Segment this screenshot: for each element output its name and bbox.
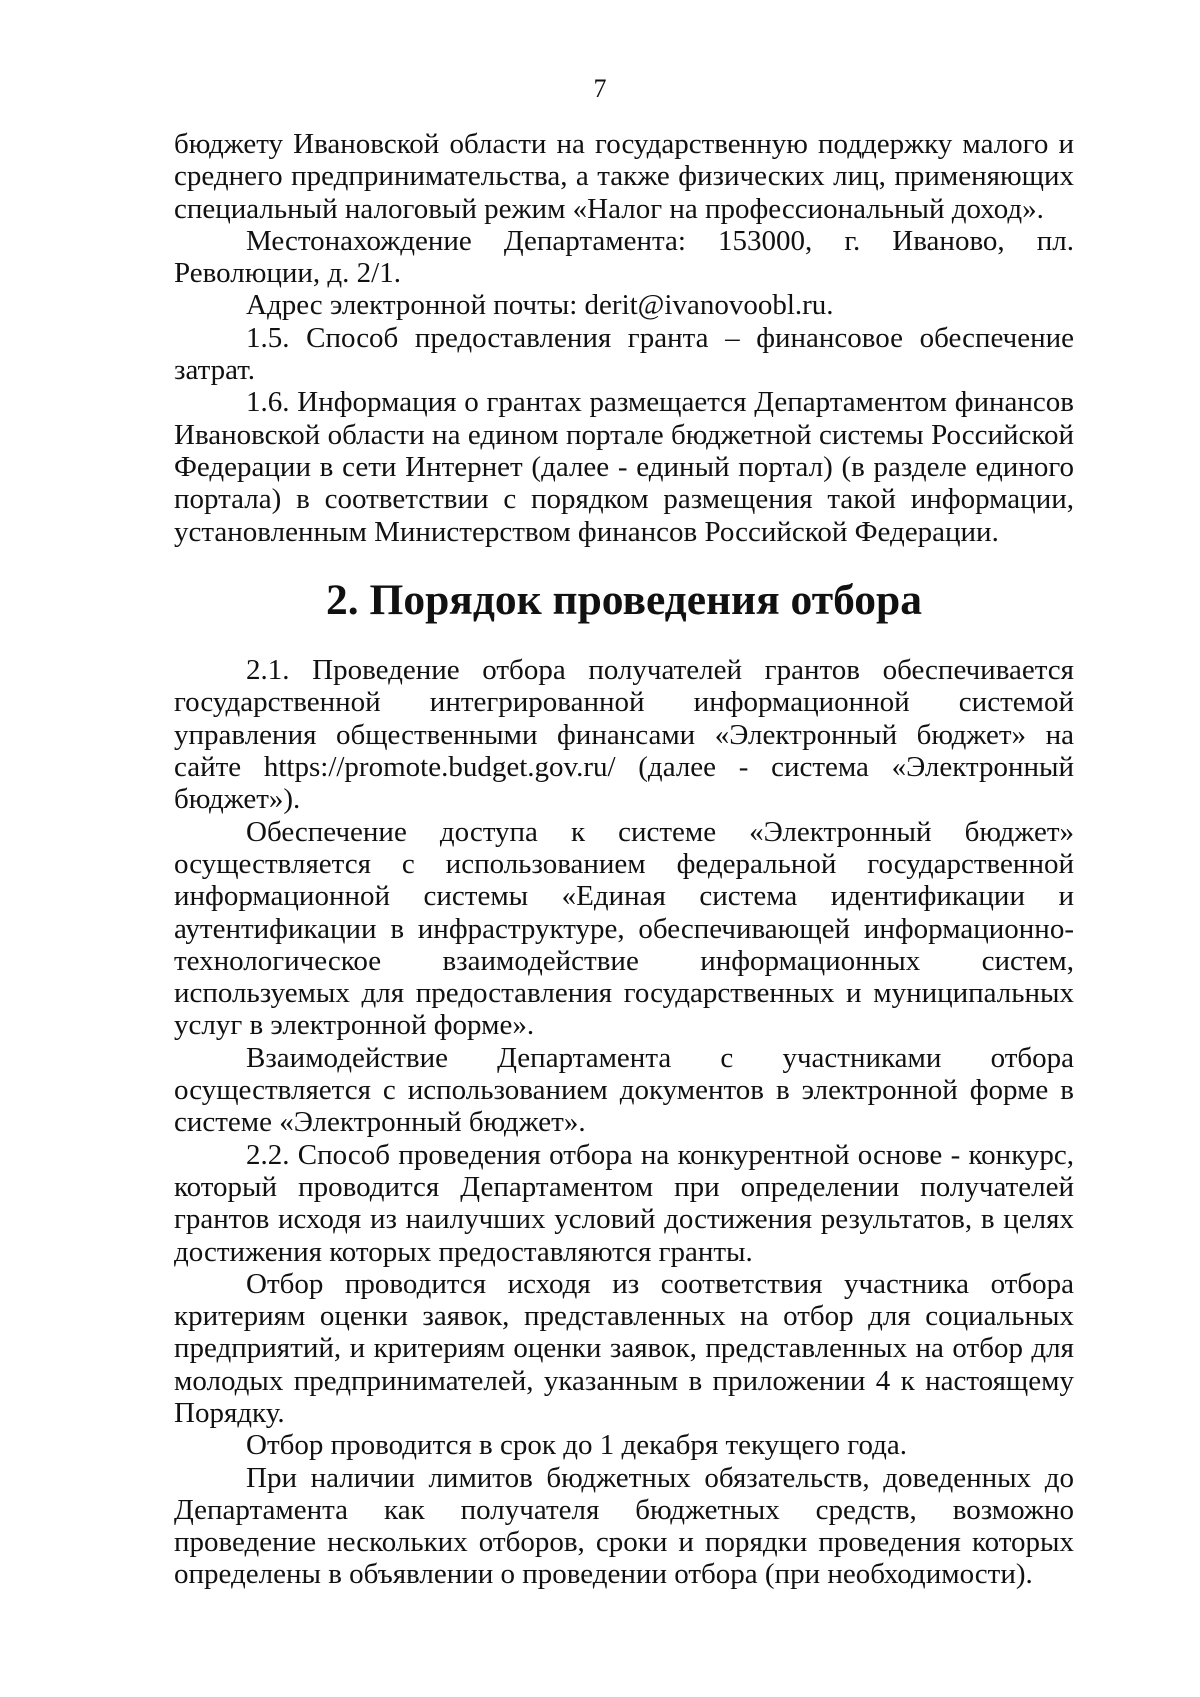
paragraph-criteria: Отбор проводится исходя из соответствия участника отбора критериям оценки заявок, представленных на отбор для социальных предприятий, и критериям оценки заявок, представленных на отбор для молодых предпринимателей, указанным в приложении 4 к настоящему Порядку. — [174, 1267, 1074, 1429]
paragraph-multiple-selections: При наличии лимитов бюджетных обязательств, доведенных до Департамента как получателя бюджетных средств, возможно проведение нескольких отборов, сроки и порядки проведения которых определены в объявлении о проведении отбора (при необходимости). — [174, 1461, 1074, 1591]
section-heading: 2. Порядок проведения отбора — [326, 575, 922, 624]
paragraph-2-2: 2.2. Способ проведения отбора на конкурентной основе - конкурс, который проводится Департаментом при определении получателей грантов исходя из наилучших условий достижения результатов, в целях достижения которых предоставляются гранты. — [174, 1138, 1074, 1268]
paragraph-budget-support: бюджету Ивановской области на государственную поддержку малого и среднего предпринимательства, а также физических лиц, применяющих специальный налоговый режим «Налог на профессиональный доход». — [174, 128, 1074, 225]
page-number: 7 — [593, 74, 607, 103]
paragraph-location: Местонахождение Департамента: 153000, г. Иваново, пл. Революции, д. 2/1. — [174, 224, 1074, 290]
paragraph-deadline: Отбор проводится в срок до 1 декабря текущего года. — [246, 1429, 908, 1462]
section-2-body — [174, 654, 1074, 1591]
section-1-continuation — [174, 128, 1074, 548]
paragraph-interaction: Взаимодействие Департамента с участниками отбора осуществляется с использованием документов в электронной форме в системе «Электронный бюджет». — [174, 1041, 1074, 1139]
paragraph-email: Адрес электронной почты: derit@ivanovoobl.ru. — [246, 289, 834, 322]
paragraph-1-5: 1.5. Способ предоставления гранта – финансовое обеспечение затрат. — [174, 321, 1074, 387]
paragraph-1-6: 1.6. Информация о грантах размещается Департаментом финансов Ивановской области на едином портале бюджетной системы Российской Федерации в сети Интернет (далее - единый портал) (в разделе единого портала) в соответствии с порядком размещения такой информации, установленным Министерством финансов Российской Федерации. — [174, 386, 1074, 548]
document-body — [174, 128, 1074, 1591]
paragraph-access: Обеспечение доступа к системе «Электронный бюджет» осуществляется с использованием федеральной государственной информационной системы «Единая система идентификации и аутентификации в инфраструктуре, обеспечивающей информационно-технологическое взаимодействие информационных систем, используемых для предоставления государственных и муниципальных услуг в электронной форме». — [174, 815, 1074, 1042]
paragraph-2-1: 2.1. Проведение отбора получателей грантов обеспечивается государственной интегрированной информационной системой управления общественными финансами «Электронный бюджет» на сайте https://promote.budget.gov.ru/ (далее - система «Электронный бюджет»). — [174, 654, 1074, 816]
